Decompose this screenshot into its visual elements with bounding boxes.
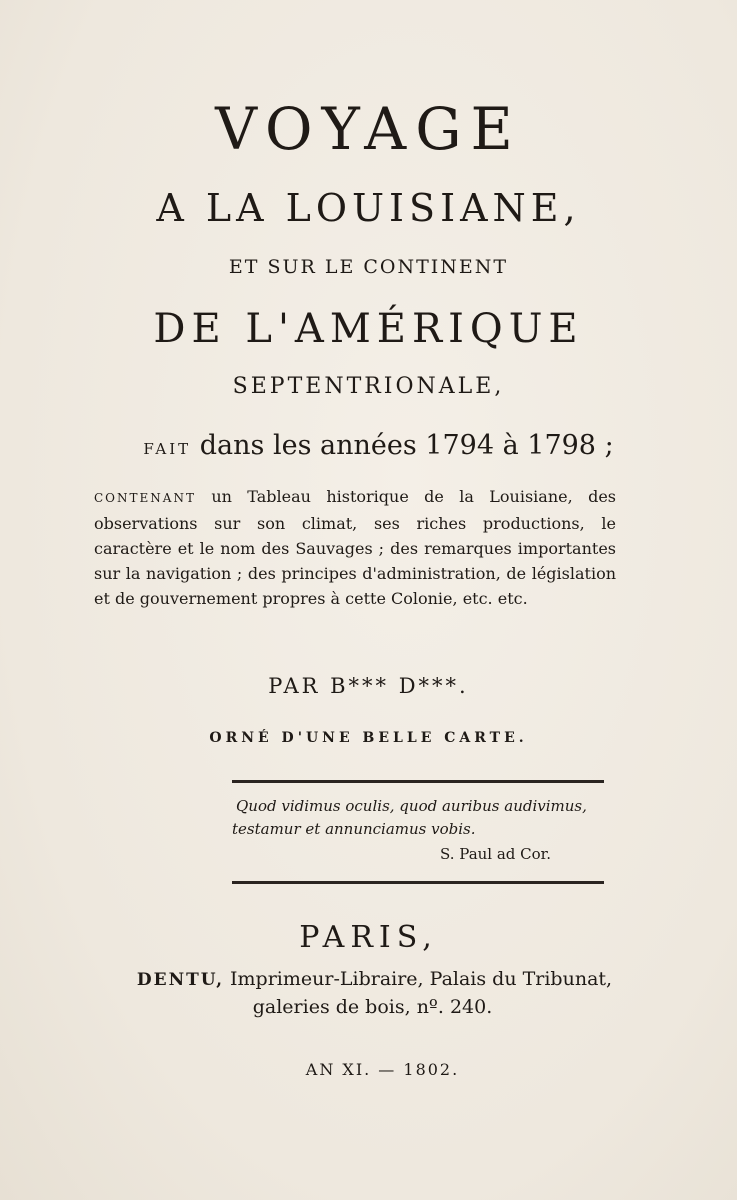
epigraph-attribution: S. Paul ad Cor.	[440, 845, 551, 863]
imprint-address: galeries de bois, nº. 240.	[252, 996, 493, 1018]
imprint-city: PARIS,	[299, 920, 438, 955]
map-note: ORNÉ D'UNE BELLE CARTE.	[209, 730, 528, 746]
subtitle-continent: ET SUR LE CONTINENT	[228, 256, 509, 278]
publisher-details: Imprimeur-Libraire, Palais du Tribunat,	[224, 968, 613, 990]
travel-years	[10, 430, 737, 461]
subtitle-louisiane: A LA LOUISIANE,	[156, 186, 581, 230]
epigraph-top-rule	[232, 780, 604, 783]
imprint-date: AN XI. — 1802.	[305, 1060, 460, 1079]
epigraph-line-1: Quod vidimus oculis, quod auribus audivimus,	[236, 797, 587, 815]
subtitle-septentrionale: SEPTENTRIONALE,	[232, 374, 505, 399]
contents-lead: CONTENANT	[94, 491, 196, 505]
epigraph-bottom-rule	[232, 881, 604, 884]
subtitle-amerique: DE L'AMÉRIQUE	[153, 306, 584, 352]
book-title: VOYAGE	[215, 95, 522, 163]
epigraph-line-2: testamur et annunciamus vobis.	[232, 820, 476, 838]
contents-text: un Tableau historique de la Louisiane, des observations sur son climat, ses riches productions, le caractère et le nom des Sauvages ; des remarques importantes sur la navigation ; des principes d'administration, de législation et de gouvernement propres à cette Colonie, etc. etc.	[94, 487, 616, 608]
author-line: PAR B*** D***.	[268, 674, 469, 698]
publisher-name: DENTU,	[136, 970, 224, 990]
contents-description	[94, 484, 616, 611]
fait-lead: FAIT	[143, 440, 192, 458]
fait-rest: dans les années 1794 à 1798 ;	[191, 430, 614, 461]
imprint-publisher	[6, 968, 737, 990]
